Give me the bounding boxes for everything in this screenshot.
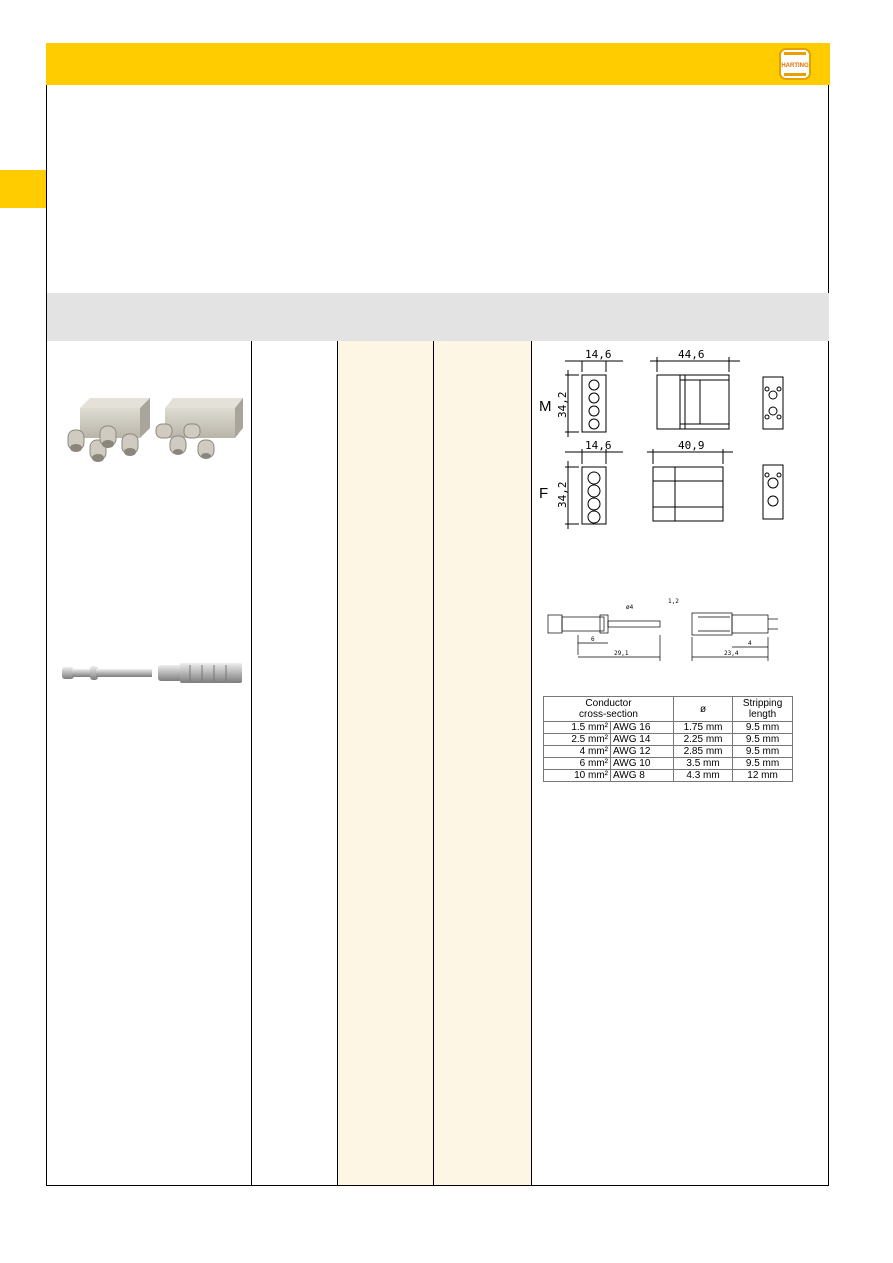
cell-mm2: 10 mm² bbox=[544, 770, 611, 782]
cell-strip: 9.5 mm bbox=[733, 746, 793, 758]
cell-mm2: 2.5 mm² bbox=[544, 734, 611, 746]
cell-strip: 9.5 mm bbox=[733, 734, 793, 746]
female-depth-dim: 40,9 bbox=[678, 439, 705, 452]
female-width-dim: 14,6 bbox=[585, 439, 612, 452]
cell-strip: 12 mm bbox=[733, 770, 793, 782]
column-divider bbox=[337, 341, 338, 1186]
contact-dim-dia: ø4 bbox=[626, 604, 634, 611]
male-depth-dim: 44,6 bbox=[678, 348, 705, 361]
female-height-dim: 34,2 bbox=[556, 481, 569, 508]
header-diameter: ø bbox=[674, 697, 733, 722]
cell-diameter: 2.25 mm bbox=[674, 734, 733, 746]
column-divider bbox=[251, 341, 252, 1186]
cell-diameter: 3.5 mm bbox=[674, 758, 733, 770]
side-tab bbox=[0, 170, 46, 208]
harting-logo bbox=[776, 45, 814, 83]
contact-drawing bbox=[538, 595, 808, 665]
table-header-row bbox=[544, 697, 793, 722]
contact-photo bbox=[60, 660, 245, 690]
module-drawing bbox=[535, 345, 825, 530]
table-row bbox=[544, 722, 793, 734]
female-label: F bbox=[539, 485, 549, 502]
table-header-band bbox=[47, 293, 829, 341]
cell-awg: AWG 12 bbox=[611, 746, 674, 758]
cell-strip: 9.5 mm bbox=[733, 722, 793, 734]
header-cross-section: Conductor cross-section bbox=[544, 697, 674, 722]
module-photo bbox=[60, 390, 245, 465]
cell-awg: AWG 14 bbox=[611, 734, 674, 746]
column-divider bbox=[433, 341, 434, 1186]
table-row bbox=[544, 746, 793, 758]
cell-strip: 9.5 mm bbox=[733, 758, 793, 770]
header-bar bbox=[46, 43, 830, 85]
cell-diameter: 4.3 mm bbox=[674, 770, 733, 782]
cell-awg: AWG 10 bbox=[611, 758, 674, 770]
column-divider bbox=[531, 341, 532, 1186]
contact-dim-length-male: 29,1 bbox=[614, 650, 629, 657]
cell-mm2: 6 mm² bbox=[544, 758, 611, 770]
svg-text:HARTING: HARTING bbox=[781, 63, 809, 69]
male-width-dim: 14,6 bbox=[585, 348, 612, 361]
contact-dim-tip: 1,2 bbox=[668, 598, 679, 605]
cell-awg: AWG 16 bbox=[611, 722, 674, 734]
contact-dim-length-female: 23,4 bbox=[724, 650, 739, 657]
table-row bbox=[544, 734, 793, 746]
column-shaded-1 bbox=[338, 341, 433, 1185]
contact-dim-length-b: 4 bbox=[748, 640, 752, 647]
contact-dim-length-a: 6 bbox=[591, 636, 595, 643]
header-stripping-length: Stripping length bbox=[733, 697, 793, 722]
column-shaded-2 bbox=[434, 341, 531, 1185]
cell-awg: AWG 8 bbox=[611, 770, 674, 782]
male-label: M bbox=[539, 398, 552, 415]
cell-diameter: 1.75 mm bbox=[674, 722, 733, 734]
cell-mm2: 1.5 mm² bbox=[544, 722, 611, 734]
conductor-table bbox=[543, 696, 793, 782]
cell-mm2: 4 mm² bbox=[544, 746, 611, 758]
cell-diameter: 2.85 mm bbox=[674, 746, 733, 758]
male-height-dim: 34,2 bbox=[556, 391, 569, 418]
table-row bbox=[544, 758, 793, 770]
table-row bbox=[544, 770, 793, 782]
